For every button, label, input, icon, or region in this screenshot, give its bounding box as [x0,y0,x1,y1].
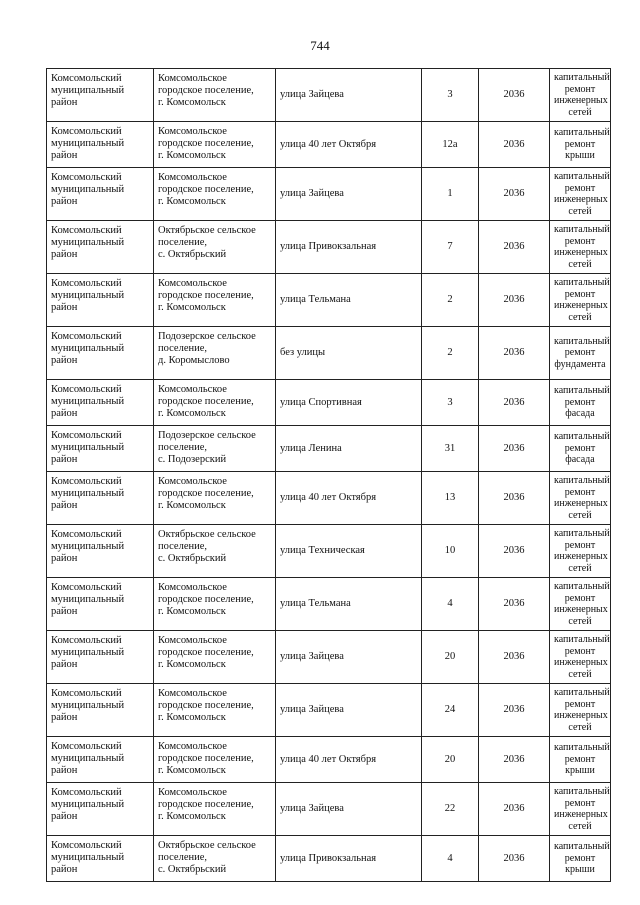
cell-district-text: Комсомольский муниципальный район [51,384,125,419]
cell-year [479,684,550,737]
cell-settlement-text: Комсомольское городское поселение, г. Комсомольск [158,476,254,511]
cell-house-number-text: 20 [444,753,456,765]
cell-work-type [550,472,611,525]
cell-settlement-text: Подозерское сельское поселение, с. Подозерский [158,430,256,465]
cell-house-number-text: 13 [444,492,456,503]
cell-house-number [422,472,479,525]
cell-house-number-text: 24 [444,704,456,715]
cell-street-text: улица Техническая [280,545,365,556]
capital-repair-table [46,68,611,882]
cell-year-text: 2036 [503,89,525,100]
cell-street [276,327,422,380]
cell-settlement [154,472,276,525]
cell-work-type-text: капитальный ремонт инженерных сетей [554,687,610,733]
cell-district-text: Комсомольский муниципальный район [51,225,125,260]
cell-street-text: улица Спортивная [280,396,362,408]
cell-settlement-text: Подозерское сельское поселение, д. Коромыслово [158,331,256,366]
cell-year [479,737,550,783]
cell-work-type [550,69,611,122]
cell-district-text: Комсомольский муниципальный район [51,688,125,723]
cell-district-text: Комсомольский муниципальный район [51,126,125,161]
cell-work-type-text: капитальный ремонт крыши [554,127,610,162]
cell-settlement [154,327,276,380]
table-row [47,327,611,380]
cell-district [47,69,154,122]
cell-year [479,836,550,882]
cell-street-text: улица Привокзальная [280,852,377,864]
cell-district [47,221,154,274]
cell-work-type-text: капитальный ремонт фасада [554,431,610,466]
cell-work-type [550,737,611,783]
cell-street-text: улица Привокзальная [280,241,377,252]
cell-year [479,525,550,578]
cell-district [47,168,154,221]
cell-street [276,69,422,122]
cell-house-number [422,221,479,274]
cell-settlement [154,168,276,221]
cell-year [479,122,550,168]
cell-settlement [154,684,276,737]
cell-street-text: улица 40 лет Октября [280,753,377,765]
cell-work-type-text: капитальный ремонт инженерных сетей [554,475,610,521]
cell-settlement [154,122,276,168]
cell-district-text: Комсомольский муниципальный район [51,840,125,875]
table-row [47,69,611,122]
cell-street [276,525,422,578]
cell-work-type [550,631,611,684]
cell-street [276,631,422,684]
cell-settlement [154,69,276,122]
cell-settlement-text: Комсомольское городское поселение, г. Комсомольск [158,384,254,419]
cell-work-type [550,578,611,631]
cell-work-type-text: капитальный ремонт инженерных сетей [554,528,610,574]
cell-year [479,380,550,426]
cell-street-text: без улицы [280,347,326,358]
cell-street [276,783,422,836]
cell-house-number-text: 2 [447,347,453,358]
cell-district [47,631,154,684]
cell-house-number-text: 22 [444,803,456,814]
cell-work-type-text: капитальный ремонт фасада [554,385,610,420]
cell-settlement [154,380,276,426]
cell-street [276,426,422,472]
cell-year [479,327,550,380]
table-row [47,525,611,578]
cell-year-text: 2036 [503,492,525,503]
cell-street [276,836,422,882]
cell-district [47,327,154,380]
table-row [47,631,611,684]
table-row [47,122,611,168]
cell-district-text: Комсомольский муниципальный район [51,741,125,776]
cell-district [47,426,154,472]
cell-year-text: 2036 [503,651,525,662]
cell-work-type-text: капитальный ремонт инженерных сетей [554,581,610,627]
cell-house-number-text: 12а [442,138,458,150]
cell-work-type [550,426,611,472]
table-row [47,684,611,737]
cell-district-text: Комсомольский муниципальный район [51,331,125,366]
cell-house-number-text: 2 [447,294,453,305]
table-row [47,221,611,274]
cell-house-number [422,274,479,327]
cell-year [479,631,550,684]
cell-district-text: Комсомольский муниципальный район [51,476,125,511]
cell-work-type-text: капитальный ремонт крыши [554,841,610,876]
cell-street-text: улица Зайцева [280,803,344,814]
cell-work-type-text: капитальный ремонт инженерных сетей [554,72,610,118]
cell-year-text: 2036 [503,294,525,305]
cell-settlement [154,631,276,684]
cell-year-text: 2036 [503,138,525,150]
cell-settlement-text: Октябрьское сельское поселение, с. Октябрьский [158,840,256,875]
cell-work-type [550,836,611,882]
cell-street [276,274,422,327]
cell-year-text: 2036 [503,188,525,199]
cell-district-text: Комсомольский муниципальный район [51,635,125,670]
cell-house-number [422,737,479,783]
table-row [47,737,611,783]
cell-house-number-text: 3 [447,396,453,408]
cell-house-number-text: 4 [447,598,453,609]
cell-house-number [422,836,479,882]
cell-street [276,168,422,221]
cell-street [276,122,422,168]
cell-settlement [154,274,276,327]
cell-settlement-text: Комсомольское городское поселение, г. Комсомольск [158,73,254,108]
cell-house-number [422,380,479,426]
cell-year-text: 2036 [503,241,525,252]
cell-work-type-text: капитальный ремонт инженерных сетей [554,634,610,680]
cell-house-number-text: 4 [447,852,453,864]
page-number: 744 [310,38,330,53]
cell-work-type [550,525,611,578]
cell-year [479,783,550,836]
cell-house-number-text: 10 [444,545,456,556]
cell-settlement-text: Октябрьское сельское поселение, с. Октябрьский [158,529,256,564]
table-row [47,380,611,426]
table-row [47,578,611,631]
cell-house-number-text: 7 [447,241,453,252]
table-row [47,168,611,221]
cell-street-text: улица Тельмана [280,294,351,305]
cell-work-type-text: капитальный ремонт фундамента [554,335,610,370]
cell-house-number [422,426,479,472]
cell-house-number [422,631,479,684]
cell-house-number [422,122,479,168]
cell-district [47,122,154,168]
cell-settlement-text: Комсомольское городское поселение, г. Комсомольск [158,582,254,617]
cell-house-number [422,327,479,380]
cell-street [276,737,422,783]
cell-street-text: улица 40 лет Октября [280,492,377,503]
cell-house-number-text: 31 [444,442,456,454]
cell-street-text: улица Ленина [280,442,342,454]
table-row [47,472,611,525]
cell-district [47,525,154,578]
cell-year-text: 2036 [503,852,525,864]
cell-work-type [550,783,611,836]
cell-settlement-text: Комсомольское городское поселение, г. Комсомольск [158,741,254,776]
cell-year-text: 2036 [503,396,525,408]
cell-district-text: Комсомольский муниципальный район [51,430,125,465]
cell-year-text: 2036 [503,347,525,358]
cell-district-text: Комсомольский муниципальный район [51,529,125,564]
cell-house-number [422,783,479,836]
cell-settlement-text: Комсомольское городское поселение, г. Комсомольск [158,635,254,670]
cell-settlement-text: Комсомольское городское поселение, г. Комсомольск [158,787,254,822]
cell-settlement [154,578,276,631]
cell-settlement-text: Комсомольское городское поселение, г. Комсомольск [158,172,254,207]
table-row [47,274,611,327]
cell-street [276,472,422,525]
cell-district-text: Комсомольский муниципальный район [51,787,125,822]
cell-district [47,783,154,836]
cell-settlement [154,737,276,783]
cell-work-type [550,327,611,380]
cell-district-text: Комсомольский муниципальный район [51,73,125,108]
cell-year [479,274,550,327]
cell-work-type [550,274,611,327]
cell-street [276,380,422,426]
cell-street-text: улица Зайцева [280,188,344,199]
cell-street-text: улица Зайцева [280,89,344,100]
cell-year-text: 2036 [503,545,525,556]
cell-district-text: Комсомольский муниципальный район [51,582,125,617]
cell-house-number-text: 20 [444,651,456,662]
table-row [47,836,611,882]
cell-district [47,737,154,783]
cell-district [47,684,154,737]
cell-settlement-text: Комсомольское городское поселение, г. Комсомольск [158,688,254,723]
cell-district [47,578,154,631]
cell-house-number [422,168,479,221]
table-body [47,69,611,882]
cell-work-type [550,221,611,274]
cell-settlement [154,426,276,472]
cell-settlement-text: Октябрьское сельское поселение, с. Октябрьский [158,225,256,260]
table-row [47,426,611,472]
cell-district-text: Комсомольский муниципальный район [51,278,125,313]
cell-year [479,69,550,122]
cell-year [479,472,550,525]
cell-work-type [550,122,611,168]
cell-settlement [154,783,276,836]
cell-year [479,426,550,472]
cell-year-text: 2036 [503,598,525,609]
cell-work-type-text: капитальный ремонт инженерных сетей [554,171,610,217]
cell-work-type-text: капитальный ремонт инженерных сетей [554,224,610,270]
cell-district-text: Комсомольский муниципальный район [51,172,125,207]
cell-house-number-text: 1 [447,188,453,199]
cell-work-type [550,168,611,221]
cell-work-type-text: капитальный ремонт крыши [554,742,610,777]
cell-year [479,168,550,221]
cell-year-text: 2036 [503,753,525,765]
cell-year-text: 2036 [503,442,525,454]
cell-street-text: улица 40 лет Октября [280,138,377,150]
cell-house-number [422,578,479,631]
cell-year [479,578,550,631]
cell-year [479,221,550,274]
cell-settlement [154,221,276,274]
cell-street [276,578,422,631]
table-row [47,783,611,836]
cell-house-number [422,69,479,122]
cell-settlement-text: Комсомольское городское поселение, г. Комсомольск [158,126,254,161]
cell-house-number [422,525,479,578]
cell-settlement [154,525,276,578]
cell-year-text: 2036 [503,803,525,814]
cell-settlement [154,836,276,882]
cell-district [47,380,154,426]
cell-work-type [550,684,611,737]
cell-settlement-text: Комсомольское городское поселение, г. Комсомольск [158,278,254,313]
cell-street [276,221,422,274]
cell-house-number-text: 3 [447,89,453,100]
cell-street-text: улица Тельмана [280,598,351,609]
cell-work-type [550,380,611,426]
cell-year-text: 2036 [503,704,525,715]
cell-street-text: улица Зайцева [280,651,344,662]
cell-district [47,472,154,525]
cell-work-type-text: капитальный ремонт инженерных сетей [554,277,610,323]
cell-district [47,836,154,882]
cell-street [276,684,422,737]
cell-street-text: улица Зайцева [280,704,344,715]
cell-district [47,274,154,327]
cell-work-type-text: капитальный ремонт инженерных сетей [554,786,610,832]
cell-house-number [422,684,479,737]
